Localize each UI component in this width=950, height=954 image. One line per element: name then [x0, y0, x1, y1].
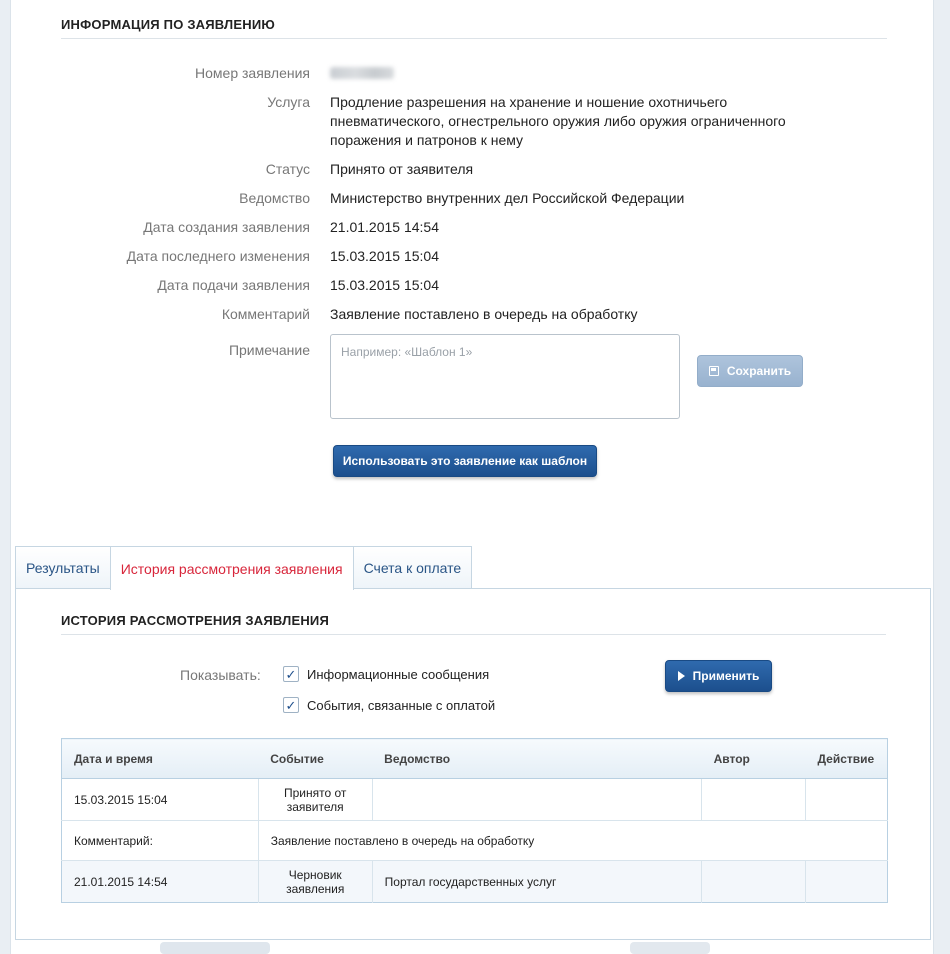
field-value: Министерство внутренних дел Российской Федерации [330, 190, 685, 206]
col-agency: Ведомство [372, 739, 701, 779]
cell-comment-label: Комментарий: [62, 821, 259, 861]
show-label: Показывать: [180, 667, 261, 683]
field-label: Примечание [228, 342, 310, 358]
tab-bar [15, 546, 471, 589]
filter-info-messages[interactable] [283, 666, 489, 682]
section-title: ИНФОРМАЦИЯ ПО ЗАЯВЛЕНИЮ [61, 17, 887, 39]
checkbox-checked-icon[interactable]: ✓ [283, 666, 299, 682]
field-value: Продление разрешения на хранение и ношение охотничьего пневматического, огнестрельного оружия либо оружия ограниченного поражения и патронов к нему [330, 94, 786, 148]
field-value: 15.03.2015 15:04 [330, 277, 439, 293]
background-decoration [160, 942, 270, 954]
cell-action [805, 779, 887, 821]
cell-author [702, 779, 806, 821]
field-label: Статус [265, 161, 310, 177]
filter-payment-events[interactable] [283, 697, 495, 713]
cell-agency [372, 779, 701, 821]
tab-results[interactable] [15, 546, 111, 589]
tab-history[interactable] [110, 546, 354, 590]
cell-datetime: 15.03.2015 15:04 [62, 779, 259, 821]
floppy-disk-icon [709, 366, 719, 376]
col-datetime: Дата и время [62, 739, 259, 779]
field-value: 21.01.2015 14:54 [330, 219, 439, 235]
table-header [62, 739, 888, 779]
col-event: Событие [258, 739, 372, 779]
save-button-label: Сохранить [726, 364, 792, 378]
field-value: Заявление поставлено в очередь на обработку [330, 306, 638, 322]
apply-label: Применить [692, 669, 760, 683]
field-label: Ведомство [239, 190, 310, 206]
save-button[interactable] [697, 355, 803, 387]
tab-label: Счета к оплате [363, 560, 462, 576]
table-row [62, 861, 888, 903]
table-row [62, 779, 888, 821]
tab-label: История рассмотрения заявления [120, 560, 343, 577]
tab-invoices[interactable] [353, 546, 473, 589]
cell-agency: Портал государственных услуг [372, 861, 701, 903]
history-title: ИСТОРИЯ РАССМОТРЕНИЯ ЗАЯВЛЕНИЯ [61, 613, 886, 635]
blurred-number [330, 67, 394, 79]
field-value: Принято от заявителя [330, 161, 474, 177]
note-textarea[interactable] [330, 334, 680, 419]
background-decoration [630, 942, 710, 954]
field-value: 15.03.2015 15:04 [330, 248, 439, 264]
field-label: Дата последнего изменения [126, 248, 310, 264]
page-container [10, 0, 934, 954]
field-label: Дата подачи заявления [157, 277, 310, 293]
checkbox-checked-icon[interactable]: ✓ [283, 697, 299, 713]
use-as-template-label: Использовать это заявление как шаблон [342, 454, 588, 468]
tab-label: Результаты [26, 560, 100, 576]
field-label: Номер заявления [195, 65, 310, 81]
field-value-blurred [330, 64, 810, 84]
history-table [61, 738, 888, 903]
field-label: Услуга [267, 94, 310, 110]
use-as-template-button[interactable] [333, 445, 597, 477]
col-author: Автор [702, 739, 806, 779]
cell-event: Принято от заявителя [258, 779, 372, 821]
cell-action [805, 861, 887, 903]
field-label: Комментарий [221, 306, 310, 322]
filter-label: Информационные сообщения [307, 666, 490, 682]
col-action: Действие [805, 739, 887, 779]
field-label: Дата создания заявления [143, 219, 310, 235]
cell-comment: Заявление поставлено в очередь на обработку [258, 821, 887, 861]
history-panel [15, 588, 931, 940]
apply-button[interactable] [665, 660, 772, 692]
filter-label: События, связанные с оплатой [307, 697, 496, 713]
cell-author [702, 861, 806, 903]
play-arrow-icon [678, 671, 685, 681]
cell-datetime: 21.01.2015 14:54 [62, 861, 259, 903]
table-comment-row [62, 821, 888, 861]
cell-event: Черновик заявления [258, 861, 372, 903]
